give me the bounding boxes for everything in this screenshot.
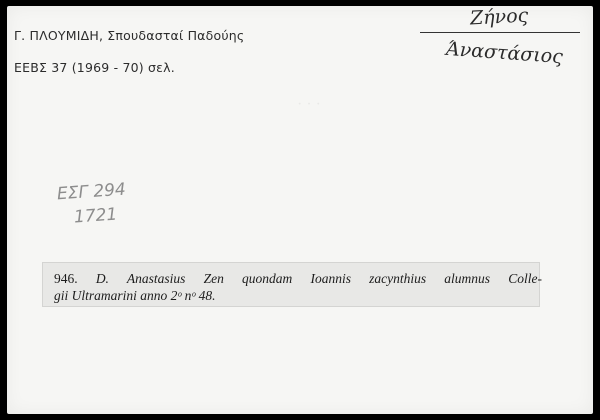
entry-text-2: gii Ultramarini anno 2ᵒ nᵒ 48. <box>54 288 216 303</box>
entry-line-2 <box>54 287 542 304</box>
author-line: Γ. ΠΛΟΥΜΙΔΗ, Σπουδασταί Παδούης <box>14 28 245 43</box>
entry-text-1: D. Anastasius Zen quondam Ioannis zacynthius alumnus Colle- <box>95 271 542 286</box>
handwritten-given-name: Άναστάσιος <box>445 37 564 69</box>
pencil-note-year: 1721 <box>73 204 118 228</box>
bleed-through-text: · · · <box>297 96 321 113</box>
handwritten-surname: Ζήνος <box>469 4 529 30</box>
pencil-note-shelfmark: ΕΣΓ 294 <box>56 179 127 205</box>
reference-line: ΕΕΒΣ 37 (1969 - 70) σελ. <box>14 60 175 75</box>
entry-number: 946. <box>54 271 78 286</box>
entry-line-1 <box>54 270 542 287</box>
catalogue-entry <box>54 270 542 304</box>
handwritten-underline <box>420 32 580 33</box>
